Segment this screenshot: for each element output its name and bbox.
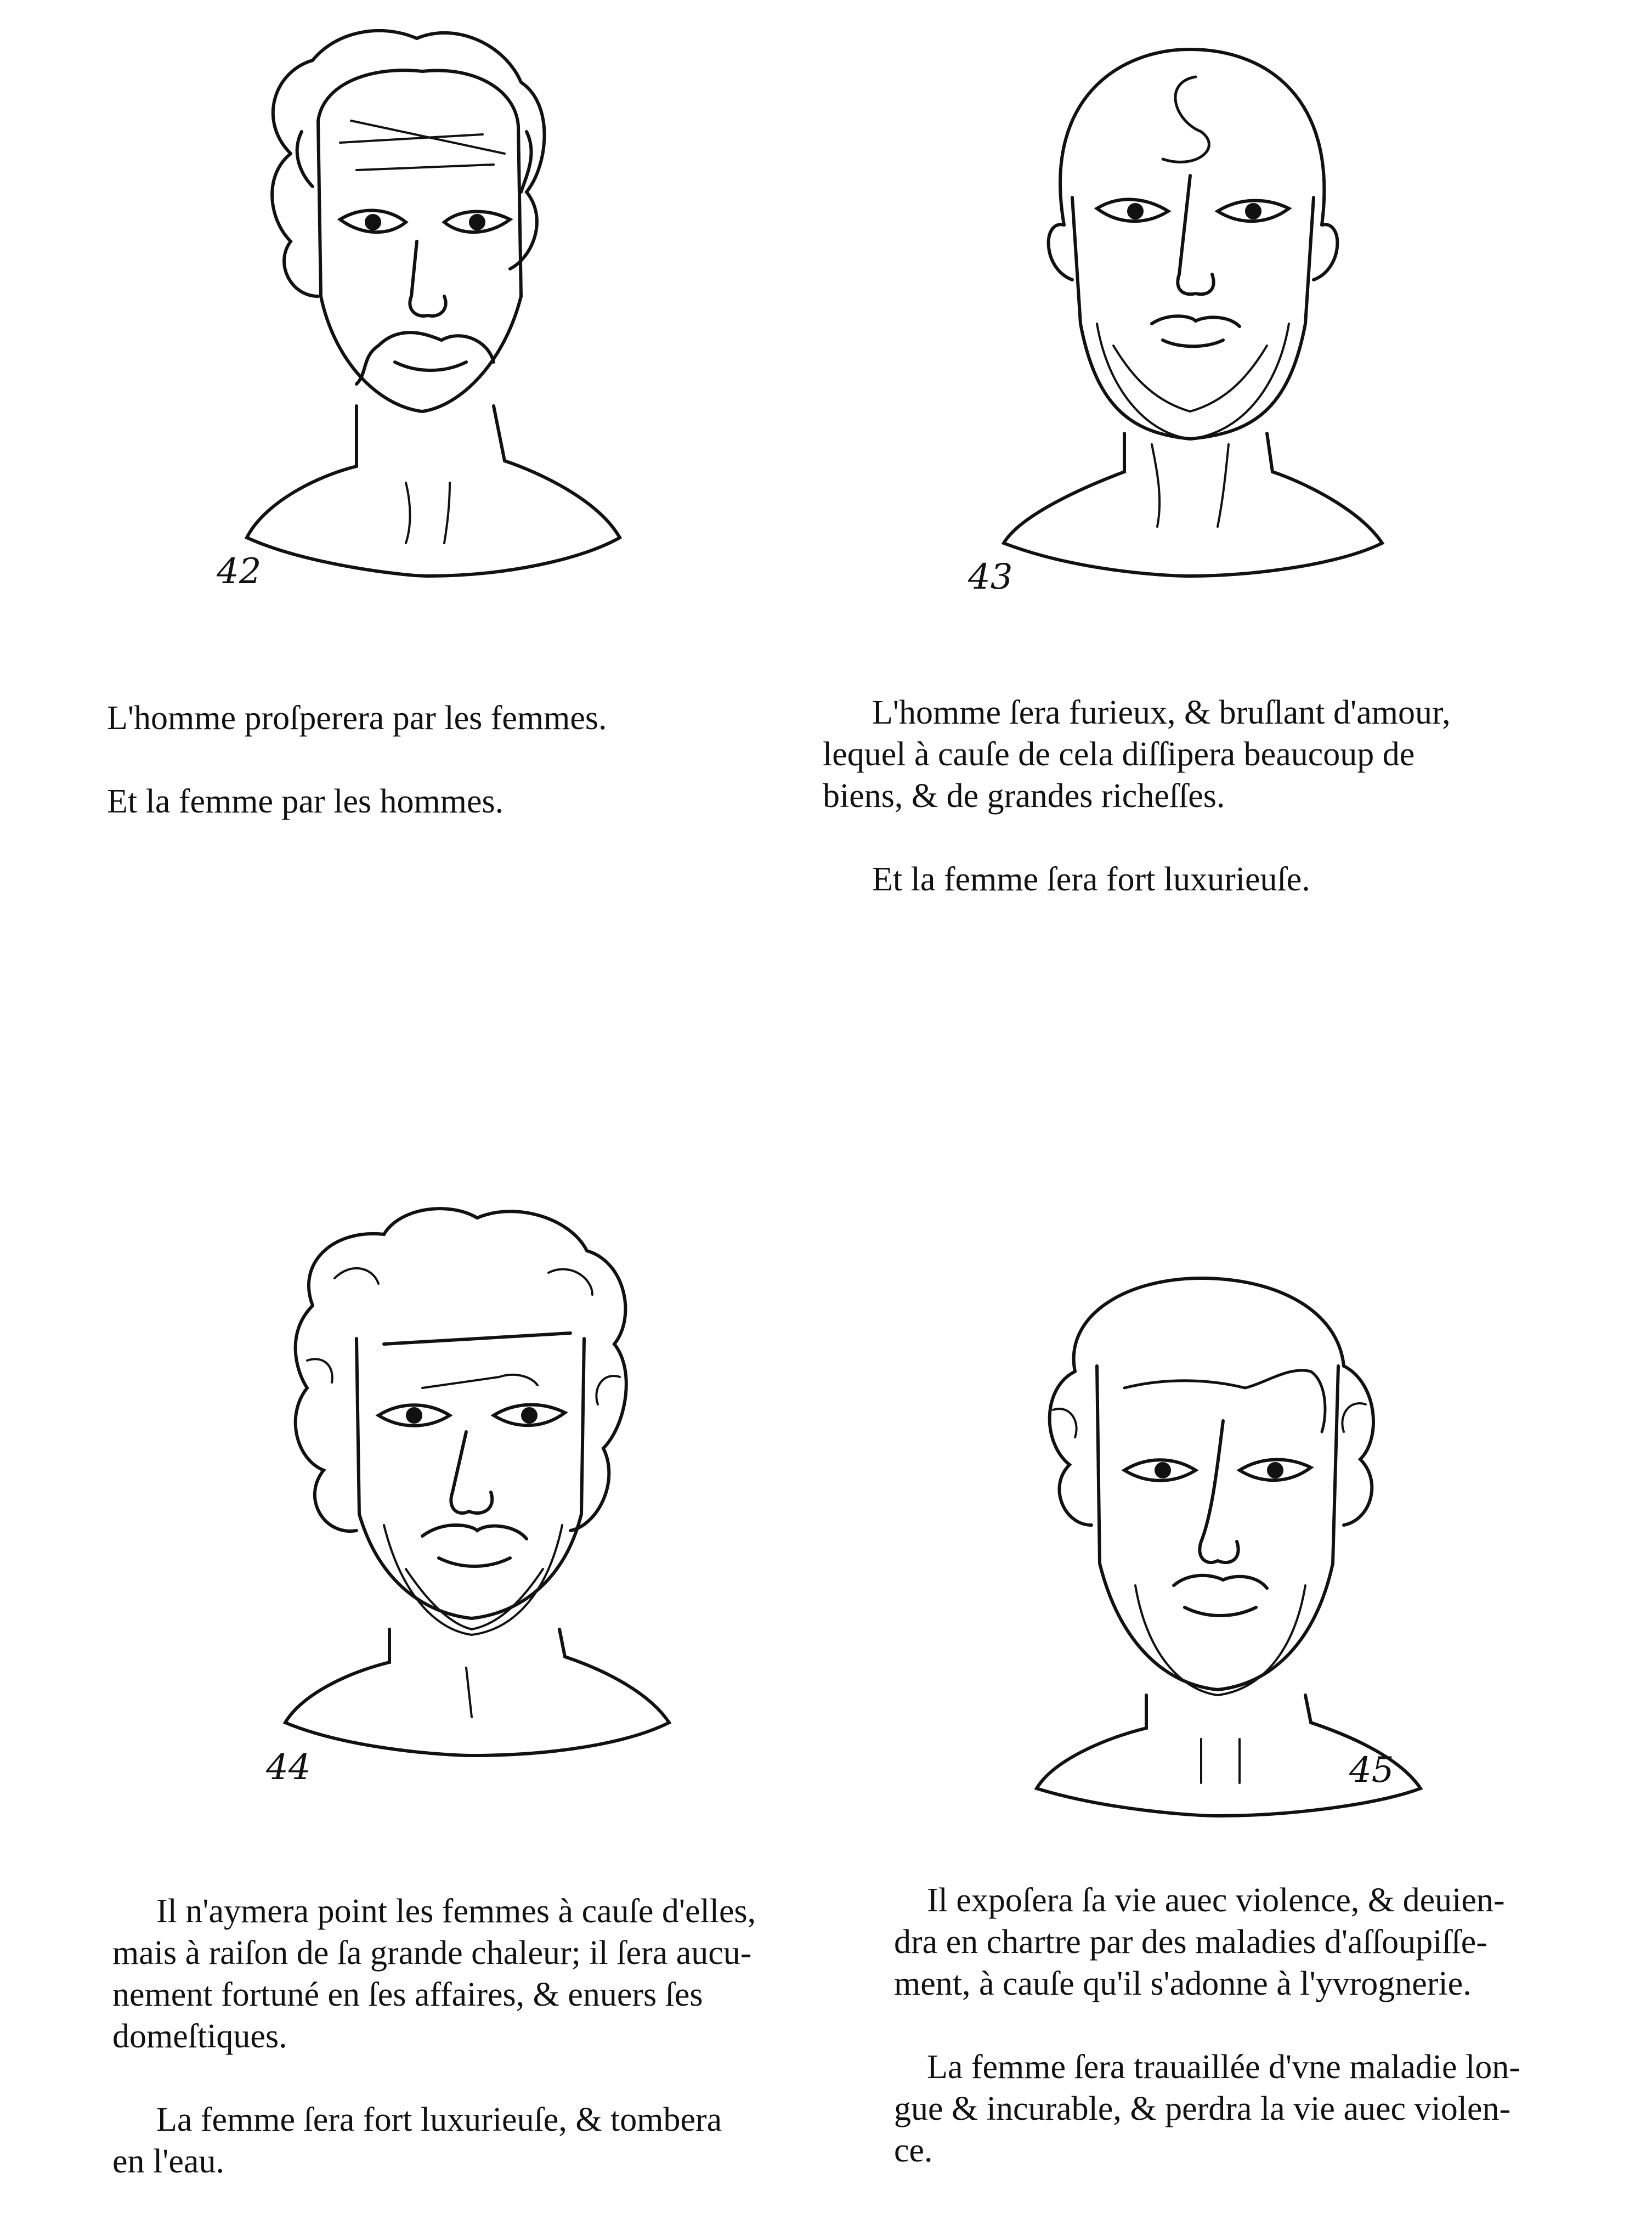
caption-45-man: Il expoſera ſa vie auec violence, & deuien- dra en chartre par des maladies d'aſſoupiſſe- ment, à cauſe qu'il s'adonne à l'yvrognerie. xyxy=(894,1882,1505,2002)
plate-number-42: 42 xyxy=(217,551,262,592)
caption-44-man: Il n'aymera point les femmes à cauſe d'elles, mais à raiſon de ſa grande chaleur; il ſera aucu- nement fortuné en ſes affaires, & enuers ſes domeſtiques. xyxy=(112,1893,756,2055)
plate-number-43: 43 xyxy=(968,557,1013,597)
caption-45-woman: La femme ſera trauaillée d'vne maladie lon- gue & incurable, & perdra la vie auec violen- ce. xyxy=(894,2048,1520,2169)
plate-number-45: 45 xyxy=(1349,1750,1394,1791)
caption-43-woman: Et la femme ſera fort luxurieuſe. xyxy=(872,861,1310,898)
caption-44-woman: La femme ſera fort luxurieuſe, & tombera en l'eau. xyxy=(112,2101,722,2180)
caption-42-man: L'homme proſperera par les femmes. xyxy=(107,699,607,737)
caption-43 xyxy=(823,650,1563,942)
portrait-45 xyxy=(982,1256,1459,1827)
portrait-42 xyxy=(197,11,647,592)
plate-number-44: 44 xyxy=(266,1747,311,1788)
caption-43-man: L'homme ſera furieux, & bruſlant d'amour, lequel à cauſe de cela diſſipera beaucoup de biens, & de grandes richeſſes. xyxy=(823,694,1451,815)
portrait-44 xyxy=(241,1196,691,1777)
portrait-43 xyxy=(954,16,1426,598)
caption-44 xyxy=(112,1849,853,2224)
caption-42 xyxy=(107,656,721,864)
caption-42-woman: Et la femme par les hommes. xyxy=(107,783,504,820)
caption-45 xyxy=(894,1838,1640,2213)
